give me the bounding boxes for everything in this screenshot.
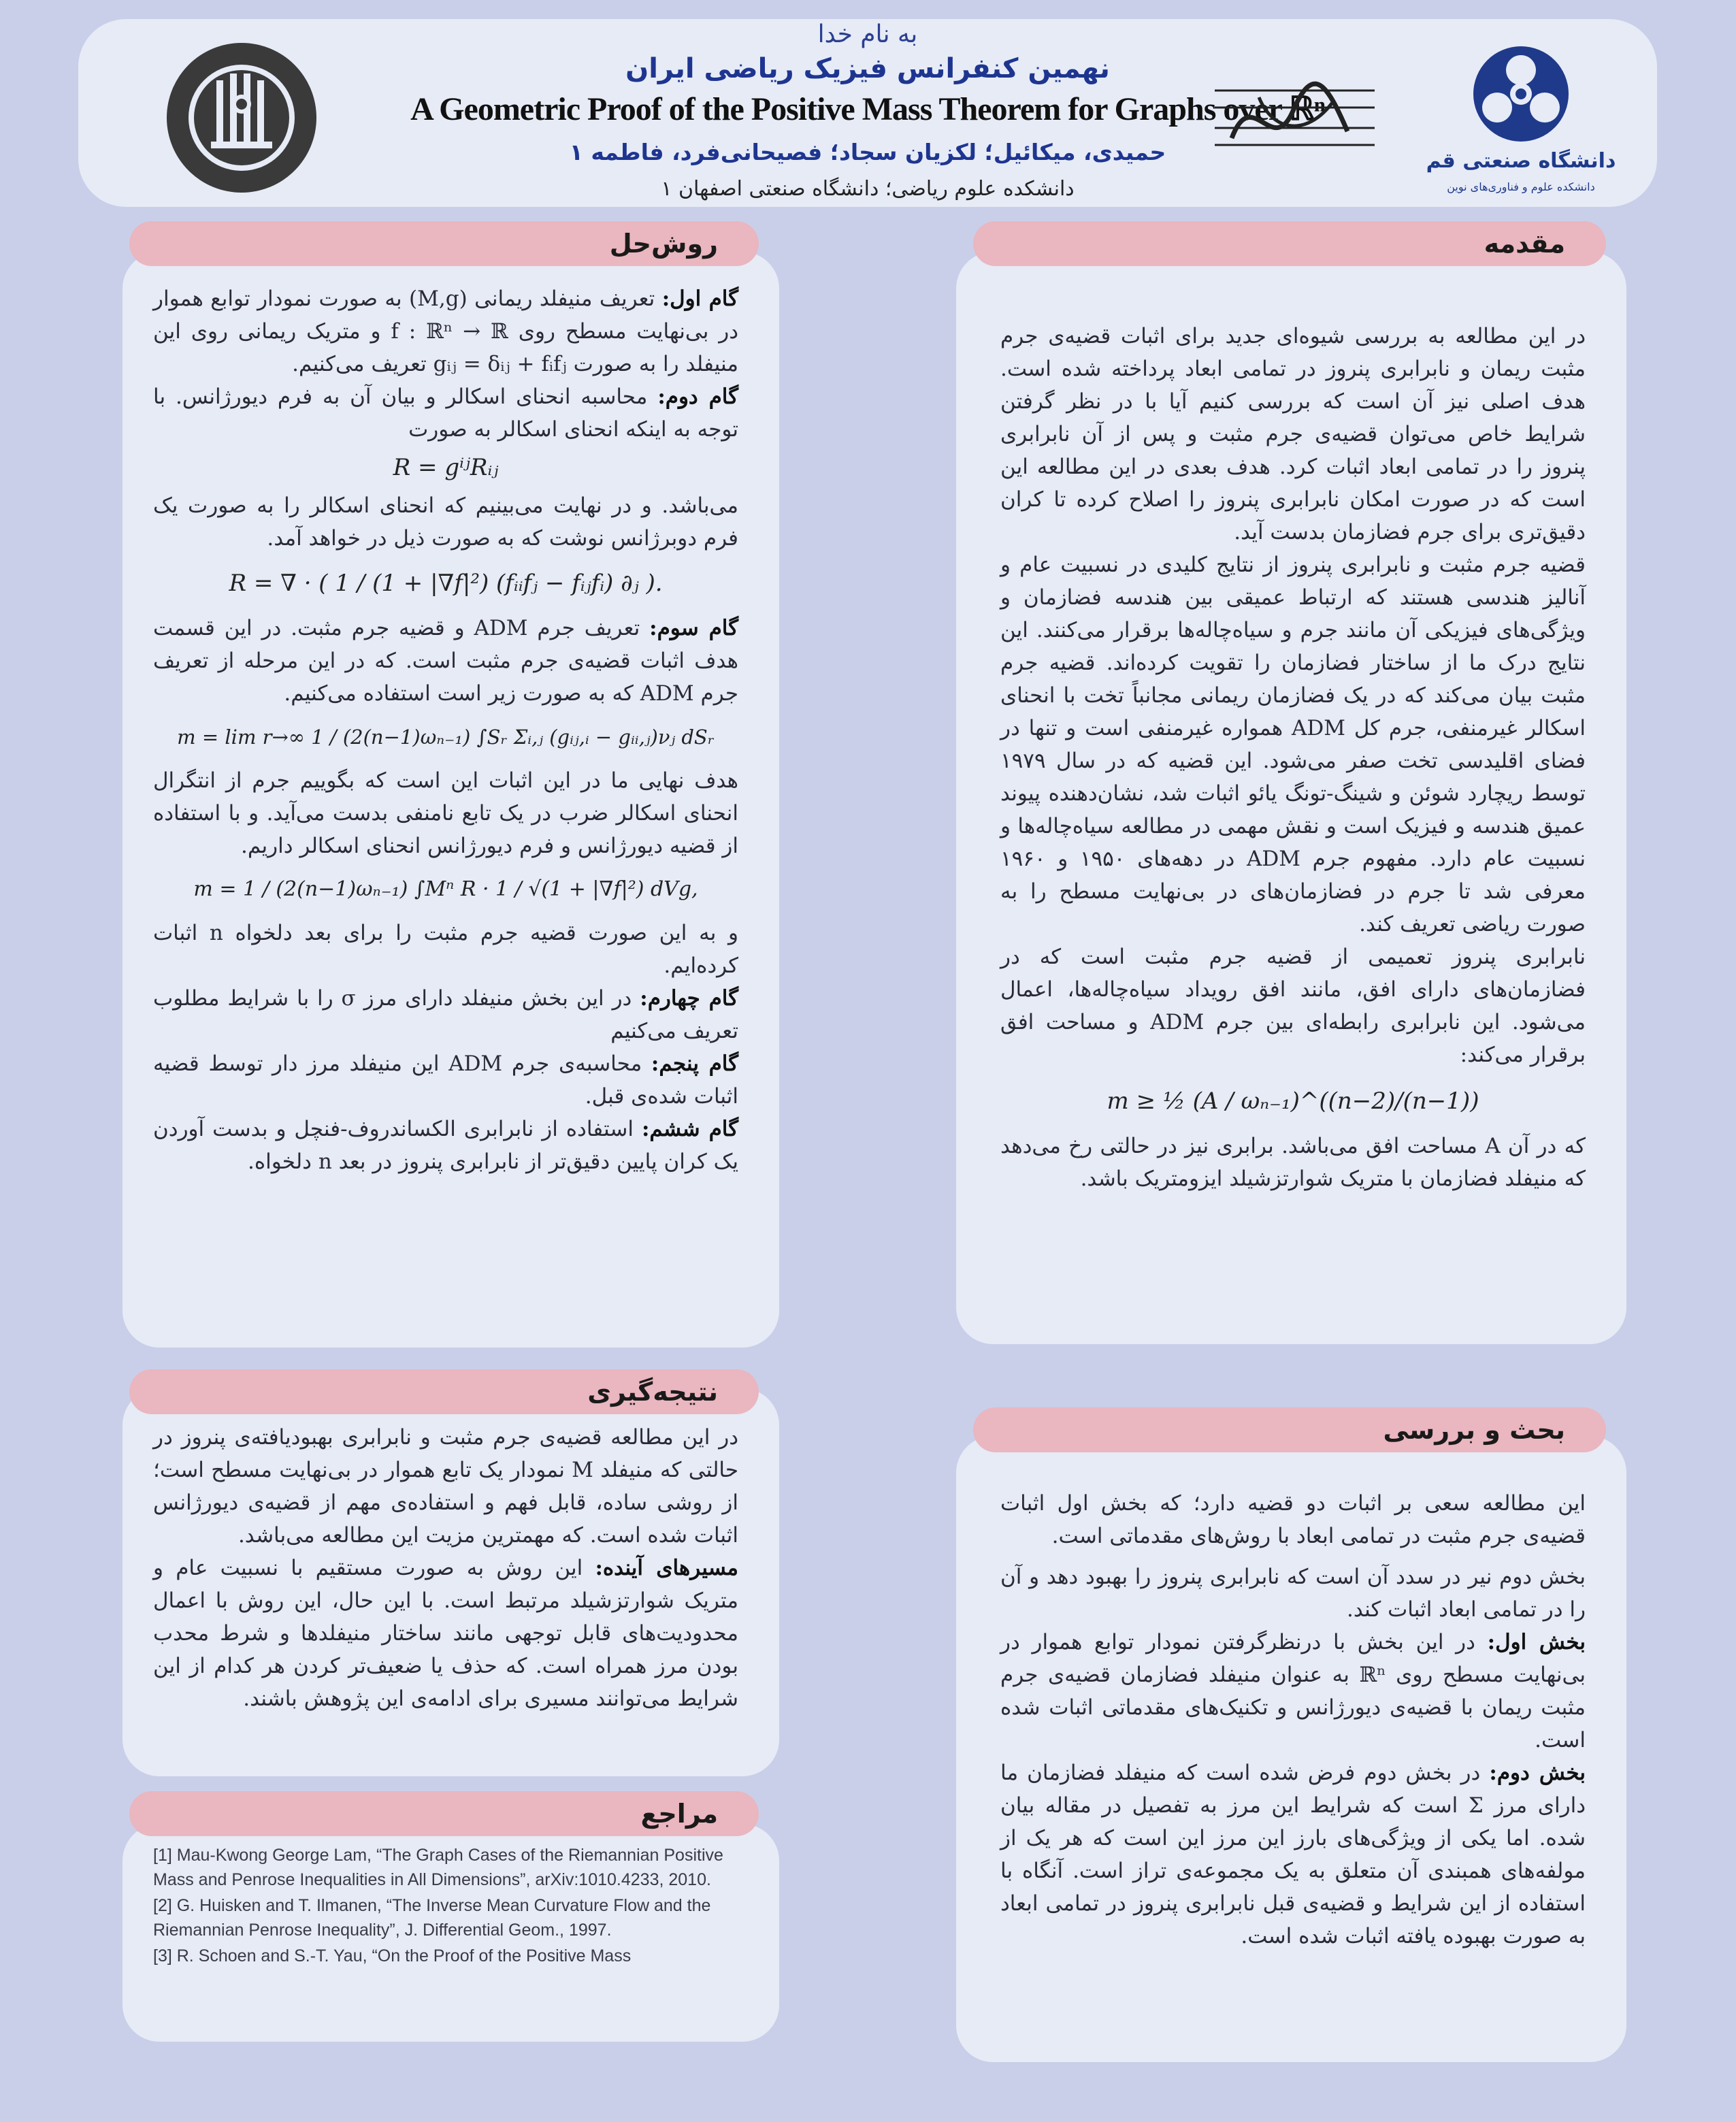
references-title: مراجع (129, 1791, 759, 1836)
step5-label: گام پنجم: (651, 1051, 738, 1076)
future-directions-text: این روش به صورت مستقیم با نسبیت عام و متریک شوارتزشیلد مرتبط است. با این حال، این روش با اعمال محدودیت‌های قابل توجهی مانند ساختار منیفلدها و شرط محدب بودن مرز همراه است. که حذف یا ضعیف‌تر کردن هر کدام از این شرایط می‌توانند مسیری برای ادامه‌ی این پژوهش باشند. (153, 1556, 738, 1711)
step3-conclusion: و به این صورت قضیه جرم مثبت را برای بعد دلخواه n اثبات کرده‌ایم. (153, 921, 738, 978)
discussion-paragraph-2: بخش دوم نیر در سدد آن است که نابرابری پنروز را بهبود دهد و آن را در تمامی ابعاد اثبات کند. (1000, 1565, 1586, 1622)
step2-continuation: می‌باشد. و در نهایت می‌بینیم که انحنای اسکالر را به صورت یک فرم دوبرژانس نوشت که به صورت ذیل در خواهد آمد. (153, 493, 738, 551)
reference-item: [2] G. Huisken and T. Ilmanen, “The Inverse Mean Curvature Flow and the Riemannian Penrose Inequality”, J. Differential Geom., 1997. (153, 1896, 711, 1940)
reference-item: [3] R. Schoen and S.-T. Yau, “On the Proof of the Positive Mass (153, 1946, 632, 1965)
step1-label: گام اول: (661, 287, 738, 311)
discussion-part2-label: بخش دوم: (1489, 1761, 1586, 1785)
intro-paragraph-4: که در آن A مساحت افق می‌باشد. برابری نیز در حالتی رخ می‌دهد که منیفلد فضازمان با متریک شوارتزشیلد ایزومتریک باشد. (1000, 1134, 1586, 1191)
step4-text: در این بخش منیفلد دارای مرز σ را با شرایط مطلوب تعریف می‌کنیم (153, 986, 738, 1043)
logo-right-text: دانشگاه صنعتی قم (1426, 149, 1616, 173)
step6-text: استفاده از نابرابری الکساندروف-فنچل و بدست آوردن یک کران پایین دقیق‌تر از نابرابری پنروز در بعد n دلخواه. (153, 1117, 738, 1174)
discussion-body (1000, 1487, 1586, 1953)
isfahan-university-logo (163, 39, 320, 196)
intro-paragraph-2: قضیه جرم مثبت و نابرابری پنروز از نتایج کلیدی در نسبیت عام و آنالیز هندسی هستند که ارتباط عمیقی بین هندسه فضازمان و ویژگی‌های فیزیکی آن مانند جرم و سیاه‌چاله‌ها برقرار می‌کنند. این نتایج درک ما از ساختار فضازمان را تقویت کرده‌اند. قضیه جرم مثبت بیان می‌کند که در یک فضازمان ریمانی مجانباً تخت با انحنای اسکالر غیرمنفی، جرم کل ADM همواره غیرمنفی است و تنها در فضای اقلیدسی تخت صفر می‌شود. این قضیه که در سال ۱۹۷۹ توسط ریچارد شوئن و شینگ-تونگ یائو اثبات شد، نشان‌دهنده پیوند عمیق هندسه و فیزیک است و نقش مهمی در مطالعه سیاه‌چاله‌ها و نسبیت عام دارد. مفهوم جرم ADM در دهه‌های ۱۹۵۰ و ۱۹۶۰ معرفی شد تا جرم در فضازمان‌های در بی‌نهایت مسطح را به صورت ریاضی تعریف کند. (1000, 553, 1586, 936)
step6-label: گام ششم: (641, 1117, 738, 1141)
conclusion-title: نتیجه‌گیری (129, 1369, 759, 1414)
method-title: روش‌حل (129, 221, 759, 266)
discussion-part1-text: در این بخش با درنظرگرفتن نمودار توابع هموار در بی‌نهایت مسطح روی ℝⁿ به عنوان منیفلد فضازمان قضیه‌ی جرم مثبت ریمان با قضیه‌ی دیورژانس و تکنیک‌های مقدماتی اثبات شده است. (1000, 1630, 1586, 1752)
intro-body (1000, 320, 1586, 1195)
poster-title: A Geometric Proof of the Positive Mass Theorem for Graphs over ℝⁿ (410, 91, 1325, 127)
future-directions-label: مسیرهای آینده: (595, 1556, 738, 1580)
calligraphy-logo (1211, 70, 1378, 165)
conclusion-body (153, 1421, 738, 1715)
step3-continuation: هدف نهایی ما در این اثبات این است که بگوییم جرم از انتگرال انحنای اسکالر ضرب در یک تابع نامنفی بدست می‌آید. و با استفاده از قضیه دیورژانس و فرم دیورژانس انحنای اسکالر داریم. (153, 768, 738, 858)
step3-text: تعریف جرم ADM و قضیه جرم مثبت. در این قسمت هدف اثبات قضیه‌ی جرم مثبت است. که در این مرحله از تعریف جرم ADM که به صورت زیر است استفاده می‌کنیم. (153, 616, 738, 706)
mass-integral-equation: m = 1 / (2(n−1)ωₙ₋₁) ∫Mⁿ R · 1 / √(1 + |∇f|²) dVg, (193, 877, 698, 901)
discussion-title: بحث و بررسی (973, 1407, 1606, 1452)
method-body (153, 282, 738, 1178)
affiliation: ۱ دانشکده علوم ریاضی؛ دانشگاه صنعتی اصفهان (661, 177, 1075, 201)
discussion-part2-text: در بخش دوم فرض شده است که منیفلد فضازمان ما دارای مرز Σ است که شرایط این مرز به تفصیل در مقاله بیان شده. اما یکی از ویژگی‌های بارز این مرز این است که هر یک از مولفه‌های همبندی آن متعلق به یک مجموعه‌ی تراز است. آنگاه با استفاده از این شرایط و قضیه‌ی قبل نابرابری پنروز در تمامی ابعاد به صورت بهبوده یافته اثبات شده است. (1000, 1761, 1586, 1948)
discussion-paragraph-1: این مطالعه سعی بر اثبات دو قضیه دارد؛ که بخش اول اثبات قضیه‌ی جرم مثبت در تمامی ابعاد با روش‌های مقدماتی است. (1000, 1491, 1586, 1548)
step2-label: گام دوم: (657, 385, 739, 409)
step2-text: محاسبه انحنای اسکالر و بیان آن به فرم دیورژانس. با توجه به اینکه انحنای اسکالر به صورت (153, 385, 738, 442)
logo-right-subtext: دانشکده علوم و فناوری‌های نوین (1447, 180, 1595, 193)
intro-paragraph-1: در این مطالعه به بررسی شیوه‌ای جدید برای اثبات قضیه‌ی جرم مثبت ریمان و نابرابری پنروز در تمامی ابعاد پرداخته شده است. هدف اصلی نیز آن است که بررسی کنیم آیا با در نظر گرفتن شرایط خاص می‌توان قضیه‌ی جرم مثبت و پس از آن نابرابری پنروز را در تمامی ابعاد اثبات کرد. هدف بعدی در این مطالعه این است که در صورت امکان نابرابری پنروز را اصلاح کرده تا کران دقیق‌تری برای جرم فضازمان بدست آید. (1000, 324, 1586, 544)
reference-item: [1] Mau-Kwong George Lam, “The Graph Cases of the Riemannian Positive Mass and Penrose Inequalities in All Dimensions”, arXiv:1010.4233, 2010. (153, 1846, 723, 1889)
intro-title: مقدمه (973, 221, 1606, 266)
intro-paragraph-3: نابرابری پنروز تعمیمی از قضیه جرم مثبت است که در فضازمان‌های دارای افق، مانند افق رویداد سیاه‌چاله‌ها، اعمال می‌شود. این نابرابری رابطه‌ای بین جرم ADM و مساحت افق برقرار می‌کند: (1000, 945, 1586, 1067)
step5-text: محاسبه‌ی جرم ADM این منیفلد مرز دار توسط قضیه اثبات شده‌ی قبل. (153, 1051, 738, 1109)
references-list (153, 1843, 745, 1970)
discussion-part1-label: بخش اول: (1487, 1630, 1586, 1654)
step4-label: گام چهارم: (640, 986, 738, 1011)
bismillah: به نام خدا (817, 20, 918, 48)
step1-text: تعریف منیفلد ریمانی (M,g) به صورت نمودار توابع هموار در بی‌نهایت مسطح روی f : ℝⁿ → ℝ و متریک ریمانی روی این منیفلد را به صورت gᵢⱼ = δᵢⱼ + fᵢfⱼ تعریف می‌کنیم. (153, 287, 739, 376)
header-banner (78, 19, 1657, 207)
conclusion-paragraph-1: در این مطالعه قضیه‌ی جرم مثبت و نابرابری بهبودیافته‌ی پنروز در حالتی که منیفلد M نمودار یک تابع هموار در بی‌نهایت مسطح است؛ از روشی ساده، قابل فهم و استفاده‌ی مهم از قضیه‌ی دیورژانس اثبات شده است. که مهمترین مزیت این مطالعه می‌باشد. (153, 1425, 738, 1548)
authors: حمیدی، میکائیل؛ لکزیان سجاد؛ فصیحانی‌فرد، فاطمه ۱ (569, 139, 1166, 165)
conference-name: نهمین کنفرانس فیزیک ریاضی ایران (625, 53, 1110, 84)
adm-mass-equation: m = lim r→∞ 1 / (2(n−1)ωₙ₋₁) ∫Sᵣ Σᵢ,ⱼ (gᵢⱼ,ᵢ − gᵢᵢ,ⱼ)νⱼ dSᵣ (177, 725, 715, 749)
scalar-curvature-equation: R = gⁱʲRᵢⱼ (393, 454, 499, 481)
penrose-inequality-equation: m ≥ ½ (A / ωₙ₋₁)^((n−2)/(n−1)) (1107, 1088, 1479, 1115)
step3-label: گام سوم: (649, 616, 738, 640)
divergence-form-equation: R = ∇ · ( 1 / (1 + |∇f|²) (fᵢᵢfⱼ − fᵢⱼfᵢ) ∂ⱼ ). (229, 570, 663, 597)
qom-university-logo (1426, 39, 1616, 203)
